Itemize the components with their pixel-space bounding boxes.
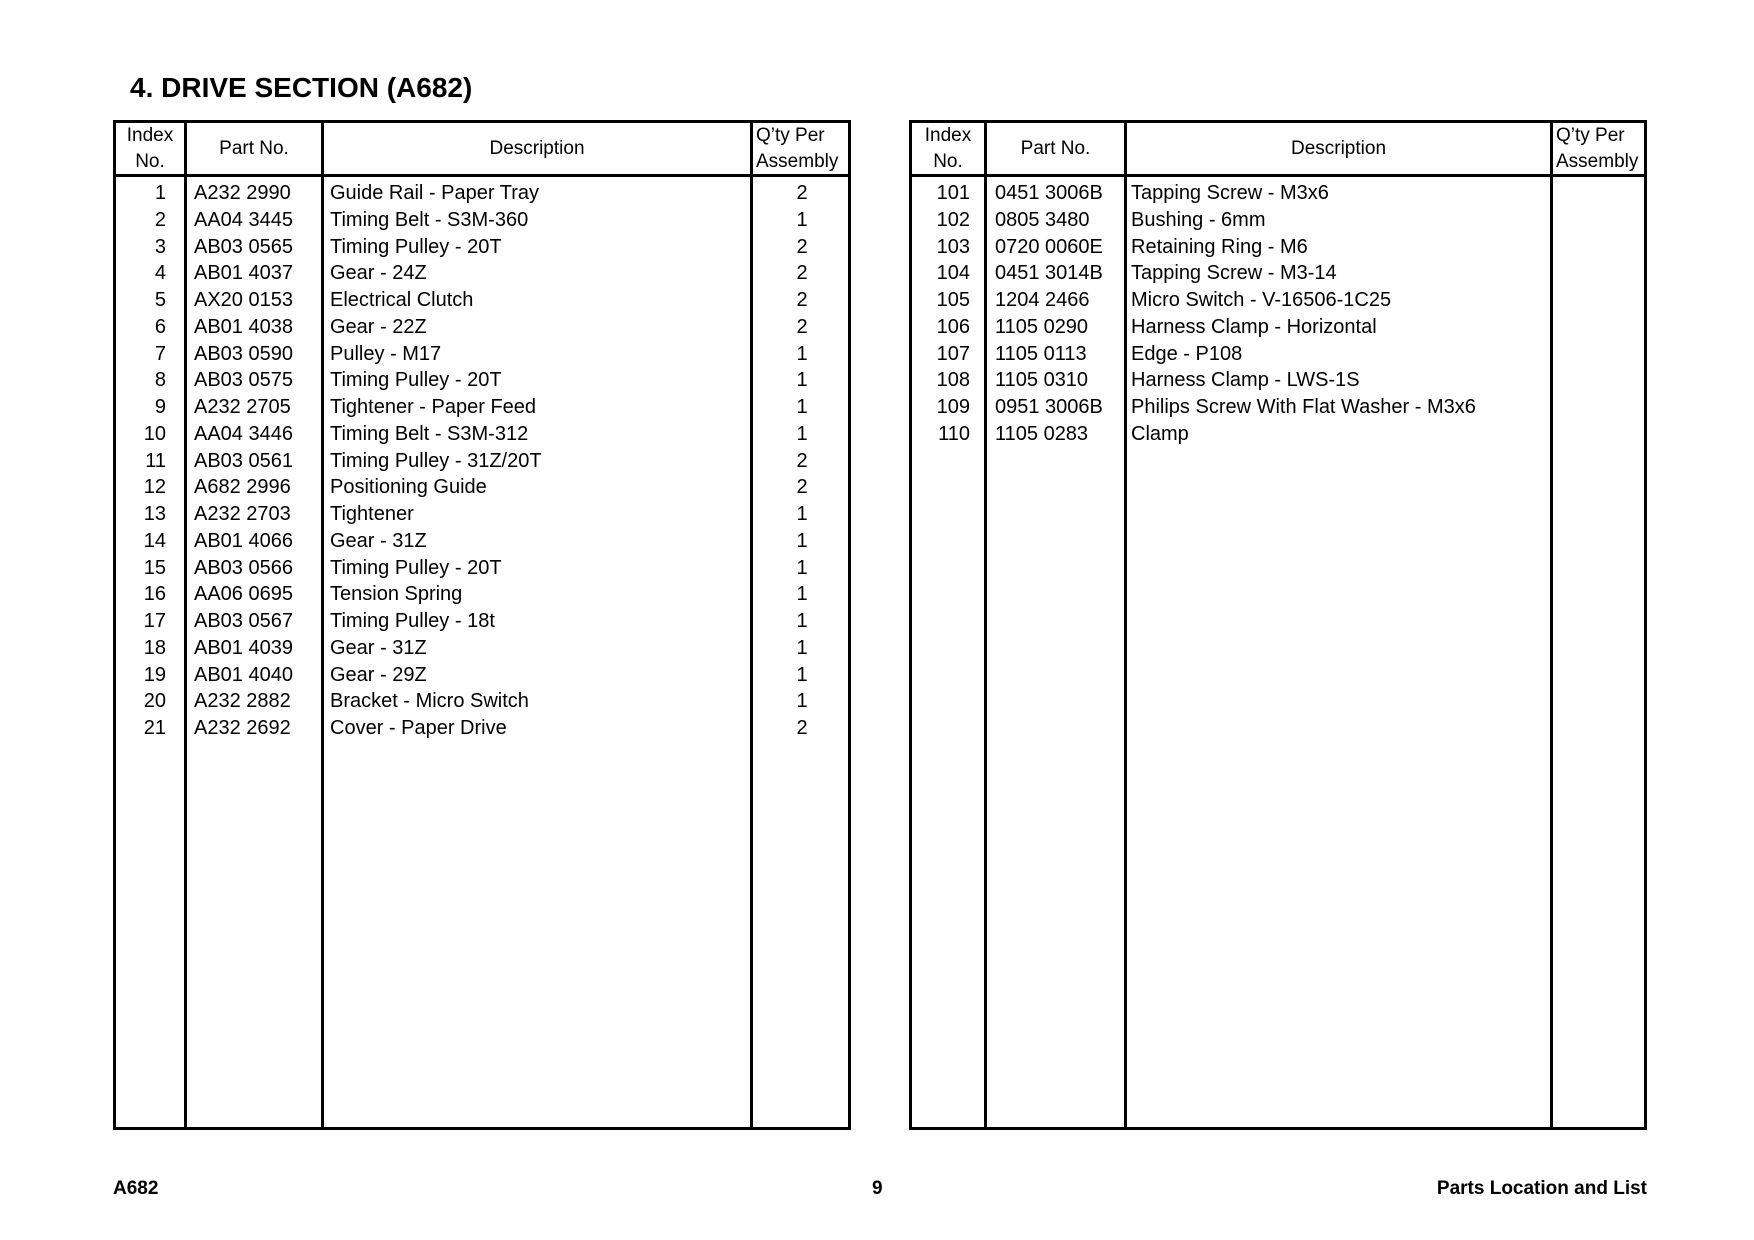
table-row	[116, 260, 848, 287]
cell-index: 10	[143, 422, 166, 445]
header-qty: Q’ty Per Assembly	[1556, 125, 1639, 172]
cell-description: Clamp	[1131, 422, 1189, 445]
cell-index: 106	[936, 315, 970, 338]
table-row	[912, 421, 1644, 448]
cell-part-no: A232 2990	[194, 182, 291, 204]
cell-index: 11	[145, 449, 166, 472]
table-row	[116, 287, 848, 314]
cell-description: Tightener	[330, 503, 414, 525]
cell-part-no: 0951 3006B	[995, 396, 1103, 418]
cell-description: Gear - 22Z	[330, 315, 427, 338]
cell-part-no: AB01 4037	[194, 262, 293, 285]
cell-qty: 2	[796, 262, 808, 285]
table-row	[116, 715, 848, 742]
cell-index: 16	[143, 583, 166, 606]
cell-index: 104	[936, 262, 970, 285]
cell-index: 14	[143, 529, 166, 552]
cell-qty: 2	[796, 289, 808, 311]
table-row	[116, 635, 848, 662]
table-row	[912, 207, 1644, 234]
table-row	[912, 180, 1644, 207]
header-description: Description	[1290, 137, 1387, 159]
table-row	[912, 341, 1644, 368]
cell-qty: 1	[796, 529, 808, 552]
table-row	[912, 287, 1644, 314]
table-row	[116, 448, 848, 475]
table-row	[912, 314, 1644, 341]
footer-page-number: 9	[872, 1178, 883, 1199]
cell-description: Bracket - Micro Switch	[330, 690, 529, 713]
cell-description: Harness Clamp - Horizontal	[1131, 315, 1377, 338]
cell-part-no: A232 2882	[194, 690, 291, 713]
cell-description: Cover - Paper Drive	[330, 717, 507, 739]
cell-qty: 1	[796, 396, 808, 418]
table-row	[116, 474, 848, 501]
cell-qty: 1	[796, 342, 808, 365]
table-row	[116, 528, 848, 555]
parts-table-left	[113, 120, 851, 1130]
parts-table-right	[909, 120, 1647, 1130]
cell-part-no: AB03 0567	[194, 610, 293, 632]
cell-index: 1	[154, 182, 166, 204]
cell-description: Electrical Clutch	[330, 289, 474, 311]
cell-part-no: AA06 0695	[194, 583, 293, 606]
cell-qty: 2	[796, 717, 808, 739]
cell-part-no: A232 2703	[194, 503, 291, 525]
cell-part-no: 1105 0310	[995, 369, 1089, 392]
cell-description: Tapping Screw - M3-14	[1131, 262, 1337, 285]
cell-index: 107	[936, 342, 970, 365]
cell-qty: 2	[796, 182, 808, 204]
cell-qty: 1	[796, 503, 808, 525]
cell-description: Gear - 29Z	[330, 663, 427, 686]
cell-description: Tension Spring	[330, 583, 463, 606]
cell-qty: 1	[796, 610, 808, 632]
cell-part-no: AX20 0153	[194, 289, 293, 311]
cell-part-no: AB03 0590	[194, 342, 293, 365]
footer-section-title: Parts Location and List	[1436, 1178, 1647, 1199]
table-row	[912, 394, 1644, 421]
cell-index: 15	[143, 556, 166, 579]
cell-part-no: AB03 0565	[194, 235, 293, 258]
cell-qty: 1	[796, 556, 808, 579]
cell-part-no: AA04 3446	[194, 422, 293, 445]
cell-index: 5	[154, 289, 166, 311]
cell-index: 3	[154, 235, 166, 258]
cell-description: Gear - 31Z	[330, 636, 427, 659]
cell-description: Timing Pulley - 31Z/20T	[330, 449, 542, 472]
cell-description: Timing Belt - S3M-312	[330, 422, 529, 445]
table-row	[116, 180, 848, 207]
table-row	[912, 234, 1644, 261]
cell-description: Gear - 31Z	[330, 529, 427, 552]
table-row	[116, 608, 848, 635]
cell-qty: 1	[796, 636, 808, 659]
table-row	[116, 581, 848, 608]
cell-index: 19	[143, 663, 166, 686]
cell-part-no: 1105 0283	[995, 422, 1089, 445]
cell-description: Guide Rail - Paper Tray	[330, 182, 539, 204]
cell-qty: 1	[796, 583, 808, 606]
page-title: 4. DRIVE SECTION (A682)	[130, 72, 473, 103]
cell-part-no: AB03 0561	[194, 449, 293, 472]
cell-part-no: 0720 0060E	[995, 235, 1103, 258]
cell-part-no: AA04 3445	[194, 208, 293, 231]
header-index: Index No.	[924, 124, 972, 172]
header-qty: Q’ty Per Assembly	[756, 125, 839, 172]
table-body	[116, 180, 848, 742]
cell-part-no: A682 2996	[194, 476, 291, 499]
cell-part-no: 1204 2466	[995, 289, 1090, 311]
cell-description: Timing Pulley - 18t	[330, 610, 495, 632]
cell-description: Tapping Screw - M3x6	[1131, 182, 1329, 204]
cell-part-no: AB01 4038	[194, 315, 293, 338]
cell-index: 21	[143, 717, 166, 739]
cell-index: 101	[936, 182, 970, 204]
cell-part-no: AB01 4039	[194, 636, 293, 659]
cell-index: 17	[143, 610, 166, 632]
cell-index: 103	[936, 235, 970, 258]
cell-qty: 2	[796, 449, 808, 472]
cell-index: 18	[143, 636, 166, 659]
cell-part-no: A232 2705	[194, 396, 291, 418]
cell-part-no: AB01 4040	[194, 663, 293, 686]
cell-part-no: 0451 3006B	[995, 182, 1103, 204]
cell-description: Timing Pulley - 20T	[330, 556, 502, 579]
table-row	[116, 662, 848, 689]
cell-description: Edge - P108	[1131, 342, 1243, 365]
footer-model: A682	[113, 1178, 159, 1199]
header-index: Index No.	[126, 124, 174, 172]
cell-part-no: AB01 4066	[194, 529, 293, 552]
table-row	[116, 341, 848, 368]
cell-description: Gear - 24Z	[330, 262, 427, 285]
cell-index: 8	[154, 369, 166, 392]
cell-index: 6	[154, 315, 166, 338]
cell-part-no: 1105 0290	[995, 315, 1089, 338]
table-row	[912, 367, 1644, 394]
cell-description: Positioning Guide	[330, 476, 487, 499]
cell-part-no: 0451 3014B	[995, 262, 1103, 285]
cell-index: 105	[936, 289, 970, 311]
cell-index: 20	[143, 690, 166, 713]
table-header	[116, 123, 848, 177]
cell-index: 2	[154, 208, 166, 231]
table-row	[116, 421, 848, 448]
table-row	[116, 207, 848, 234]
cell-qty: 1	[796, 208, 808, 231]
cell-qty: 2	[796, 476, 808, 499]
cell-qty: 1	[796, 663, 808, 686]
cell-part-no: 0805 3480	[995, 208, 1090, 231]
header-part-no: Part No.	[219, 137, 289, 159]
table-header	[912, 123, 1644, 177]
header-description: Description	[489, 137, 585, 159]
table-row	[116, 501, 848, 528]
table-body	[912, 180, 1644, 448]
cell-description: Timing Pulley - 20T	[330, 235, 502, 258]
cell-part-no: AB03 0566	[194, 556, 293, 579]
table-row	[116, 234, 848, 261]
cell-part-no: AB03 0575	[194, 369, 293, 392]
cell-index: 108	[936, 369, 970, 392]
cell-qty: 1	[796, 690, 808, 713]
table-row	[116, 688, 848, 715]
cell-index: 102	[936, 208, 970, 231]
table-row	[116, 314, 848, 341]
header-part-no: Part No.	[1020, 137, 1091, 159]
cell-index: 7	[154, 342, 166, 365]
cell-part-no: A232 2692	[194, 717, 291, 739]
cell-description: Tightener - Paper Feed	[330, 396, 537, 418]
cell-description: Philips Screw With Flat Washer - M3x6	[1131, 396, 1476, 418]
table-row	[116, 555, 848, 582]
cell-index: 12	[143, 476, 166, 499]
cell-index: 110	[938, 422, 970, 445]
cell-qty: 2	[796, 315, 808, 338]
cell-description: Harness Clamp - LWS-1S	[1131, 369, 1360, 392]
cell-index: 13	[143, 503, 166, 525]
cell-qty: 1	[796, 369, 808, 392]
table-row	[912, 260, 1644, 287]
cell-description: Timing Belt - S3M-360	[330, 208, 529, 231]
cell-qty: 1	[796, 422, 808, 445]
cell-description: Timing Pulley - 20T	[330, 369, 502, 392]
cell-description: Micro Switch - V-16506-1C25	[1131, 289, 1392, 311]
cell-qty: 2	[796, 235, 808, 258]
cell-part-no: 1105 0113	[995, 342, 1087, 365]
cell-index: 109	[936, 396, 970, 418]
cell-description: Bushing - 6mm	[1131, 208, 1266, 231]
cell-description: Pulley - M17	[330, 342, 442, 365]
cell-index: 4	[154, 262, 166, 285]
table-row	[116, 367, 848, 394]
cell-index: 9	[154, 396, 166, 418]
table-row	[116, 394, 848, 421]
cell-description: Retaining Ring - M6	[1131, 235, 1308, 258]
